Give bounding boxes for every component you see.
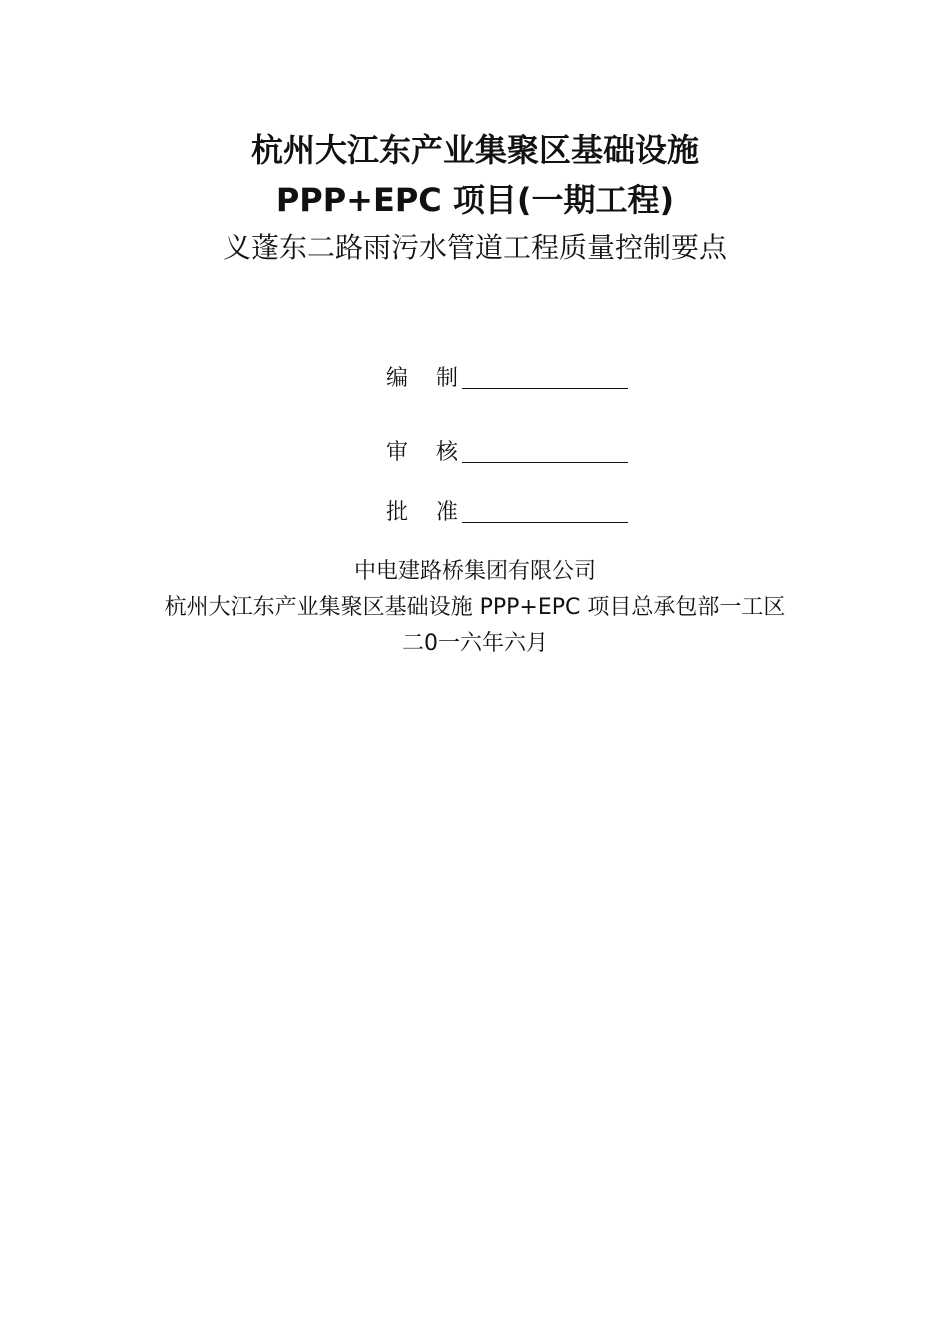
title-line-2: PPP+EPC 项目(一期工程) xyxy=(275,181,675,219)
title-line-1: 杭州大江东产业集聚区基础设施 xyxy=(250,131,699,169)
document-subtitle: 义蓬东二路雨污水管道工程质量控制要点 xyxy=(222,231,727,264)
reviewed-by-label: 审核 xyxy=(386,440,487,465)
company-name: 中电建路桥集团有限公司 xyxy=(353,559,596,584)
approved-by-signature-line xyxy=(462,522,628,523)
prepared-by-label: 编制 xyxy=(386,366,487,391)
approved-by-row xyxy=(386,494,628,528)
approved-by-label: 批准 xyxy=(386,500,487,525)
reviewed-by-signature-line xyxy=(462,462,628,463)
prepared-by-signature-line xyxy=(462,388,628,389)
document-date: 二0一六年六月 xyxy=(402,631,548,656)
reviewed-by-row xyxy=(386,434,628,468)
department-name: 杭州大江东产业集聚区基础设施 PPP+EPC 项目总承包部一工区 xyxy=(164,595,786,620)
prepared-by-row xyxy=(386,360,628,394)
